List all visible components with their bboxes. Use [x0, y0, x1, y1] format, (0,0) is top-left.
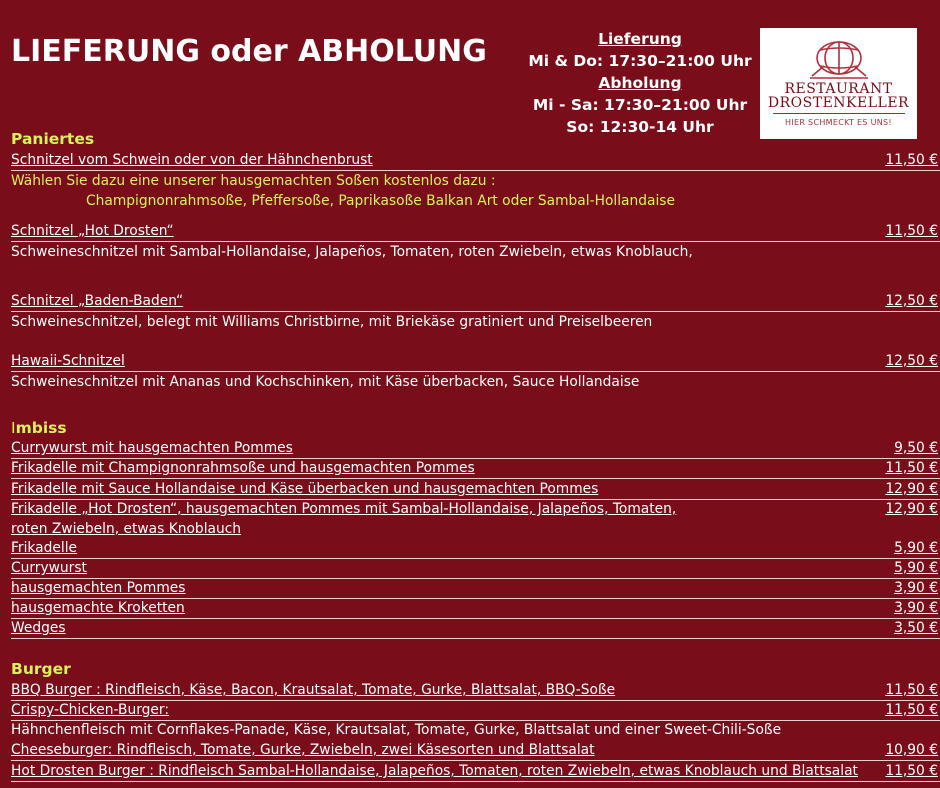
logo-tagline: HIER SCHMECKT ES UNS!	[785, 118, 892, 127]
item-description: Schweineschnitzel, belegt mit Williams Christbirne, mit Briekäse gratiniert und Preiselbeeren	[11, 314, 653, 330]
sauce-list: Champignonrahmsoße, Pfeffersoße, Paprikasoße Balkan Art oder Sambal-Hollandaise	[86, 193, 675, 209]
item-name: Cheeseburger: Rindfleisch, Tomate, Gurke, Zwiebeln, zwei Käsesorten und Blattsalat	[11, 742, 595, 758]
item-name: hausgemachten Pommes	[11, 580, 186, 596]
item-price: 12,90 €	[885, 501, 938, 517]
item-name-continued: roten Zwiebeln, etwas Knoblauch	[11, 521, 242, 537]
item-name: hausgemachte Kroketten	[11, 600, 185, 616]
menu-item	[11, 352, 940, 372]
menu-item	[11, 681, 940, 701]
item-description: Hähnchenfleisch mit Cornflakes-Panade, Käse, Krautsalat, Tomate, Gurke, Blattsalat und einer Sweet-Chili-Soße	[11, 722, 782, 738]
page-title: LIEFERUNG oder ABHOLUNG	[11, 34, 487, 69]
pickup-time-weekdays: Mi - Sa: 17:30–21:00 Uhr	[532, 96, 748, 114]
section-heading-paniertes: Paniertes	[11, 130, 95, 148]
menu-item	[11, 292, 940, 312]
opening-hours	[520, 28, 760, 138]
item-price: 11,50 €	[885, 763, 938, 779]
delivery-time: Mi & Do: 17:30–21:00 Uhr	[528, 52, 752, 70]
item-price: 11,50 €	[885, 223, 938, 239]
item-price: 11,50 €	[885, 682, 938, 698]
item-name: Currywurst mit hausgemachten Pommes	[11, 440, 293, 456]
item-price: 5,90 €	[894, 560, 938, 576]
item-name: Frikadelle mit Champignonrahmsoße und hausgemachten Pommes	[11, 460, 475, 476]
item-name: Hawaii-Schnitzel	[11, 353, 125, 369]
menu-item	[11, 459, 940, 479]
item-name: BBQ Burger : Rindfleisch, Käse, Bacon, Krautsalat, Tomate, Gurke, Blattsalat, BBQ-Soße	[11, 682, 616, 698]
item-price: 10,90 €	[885, 742, 938, 758]
item-name: Frikadelle mit Sauce Hollandaise und Käse überbacken und hausgemachten Pommes	[11, 481, 599, 497]
barrel-icon	[804, 36, 874, 82]
item-name: Crispy-Chicken-Burger:	[11, 702, 169, 718]
delivery-label: Lieferung	[598, 30, 682, 48]
item-name: Frikadelle	[11, 540, 78, 556]
menu-item	[11, 741, 940, 761]
menu-item	[11, 762, 940, 782]
menu-item	[11, 701, 940, 721]
heading-initial: I	[11, 419, 16, 437]
menu-item	[11, 222, 940, 242]
item-name: Schnitzel „Baden-Baden“	[11, 293, 184, 309]
item-name: Wedges	[11, 620, 66, 636]
item-price: 12,90 €	[885, 481, 938, 497]
item-price: 5,90 €	[894, 540, 938, 556]
logo-line-name: DROSTENKELLER	[767, 95, 910, 111]
section-heading-burger: Burger	[11, 660, 71, 678]
item-price: 12,50 €	[885, 353, 938, 369]
menu-item	[11, 579, 940, 599]
menu-item	[11, 559, 940, 579]
pickup-time-sunday: So: 12:30-14 Uhr	[566, 118, 714, 136]
item-description: Schweineschnitzel mit Ananas und Kochschinken, mit Käse überbacken, Sauce Hollandaise	[11, 374, 640, 390]
item-price: 3,50 €	[894, 620, 938, 636]
item-price: 9,50 €	[894, 440, 938, 456]
heading-rest: mbiss	[15, 419, 67, 437]
logo-line-restaurant: RESTAURANT	[784, 81, 893, 97]
item-name: Schnitzel „Hot Drosten“	[11, 223, 174, 239]
pickup-label: Abholung	[598, 74, 682, 92]
item-name: Currywurst	[11, 560, 87, 576]
section-heading-imbiss	[11, 419, 67, 437]
menu-item	[11, 500, 940, 520]
item-name: Frikadelle „Hot Drosten“, hausgemachten Pommes mit Sambal-Hollandaise, Jalapeños, Tomaten,	[11, 501, 677, 517]
menu-item	[11, 619, 940, 639]
item-name: Hot Drosten Burger : Rindfleisch Sambal-Hollandaise, Jalapeños, Tomaten, roten Zwiebeln, etwas Knoblauch und Blattsalat	[11, 763, 858, 779]
item-price: 11,50 €	[885, 702, 938, 718]
sauce-note: Wählen Sie dazu eine unserer hausgemachten Soßen kostenlos dazu :	[11, 173, 496, 189]
menu-item	[11, 480, 940, 500]
menu-item	[11, 599, 940, 619]
logo-divider	[773, 113, 905, 114]
item-price: 3,90 €	[894, 600, 938, 616]
item-price: 11,50 €	[885, 460, 938, 476]
item-description: Schweineschnitzel mit Sambal-Hollandaise, Jalapeños, Tomaten, roten Zwiebeln, etwas Knoblauch,	[11, 244, 693, 260]
restaurant-logo	[760, 28, 917, 139]
item-name: Schnitzel vom Schwein oder von der Hähnchenbrust	[11, 152, 373, 168]
item-price: 3,90 €	[894, 580, 938, 596]
item-price: 12,50 €	[885, 293, 938, 309]
menu-item	[11, 439, 940, 459]
menu-item	[11, 151, 940, 171]
item-price: 11,50 €	[885, 152, 938, 168]
menu-item	[11, 539, 940, 559]
